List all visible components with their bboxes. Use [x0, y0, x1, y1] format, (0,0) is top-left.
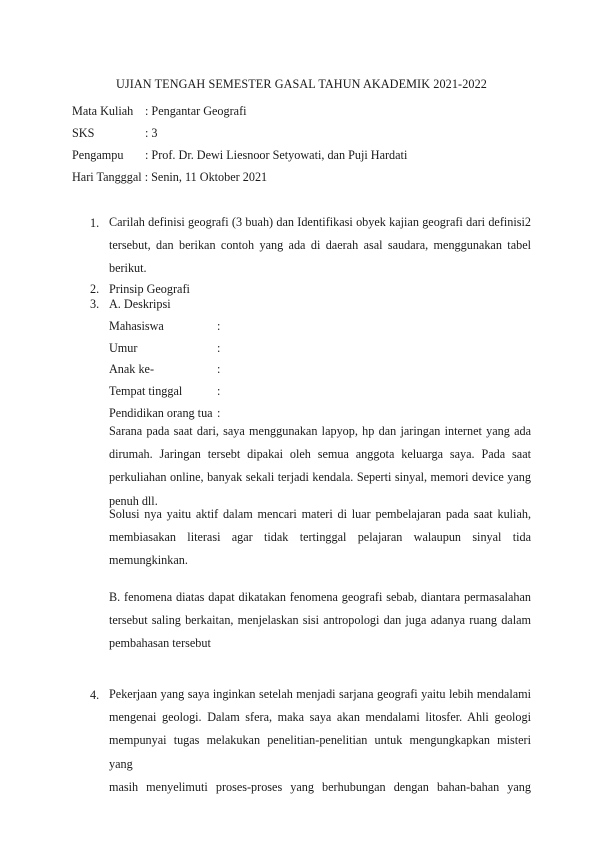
field-row-parent-education: [109, 405, 220, 421]
question-3-part-b: [109, 586, 531, 656]
paragraph-line: B. fenomena diatas dapat dikatakan fenomena geografi sebab, diantara permasalahan: [109, 590, 531, 604]
paragraph-line: Solusi nya yaitu aktif dalam mencari materi di luar pembelajaran pada saat kuliah,: [109, 507, 531, 521]
question-4-line: Pekerjaan yang saya inginkan setelah menjadi sarjana geografi yaitu lebih mendalami: [109, 687, 531, 701]
field-row-residence: [109, 383, 220, 399]
question-1-number: 1.: [90, 216, 100, 230]
paragraph-line: membiasakan literasi agar tidak tertinggal pelajaran walaupun sinyal tida: [109, 530, 531, 545]
paragraph-line: pembahasan tersebut: [109, 636, 211, 651]
meta-row-course: [72, 103, 247, 119]
meta-row-lecturer: [72, 147, 407, 163]
document-title: UJIAN TENGAH SEMESTER GASAL TAHUN AKADEMIK 2021-2022: [116, 77, 487, 91]
meta-value: : 3: [145, 126, 158, 140]
meta-row-sks: [72, 125, 158, 141]
paragraph-line: dirumah. Jaringan tersebt dipakai oleh semua anggota keluarga saya. Pada saat: [109, 447, 531, 462]
question-2-number: 2.: [90, 282, 100, 296]
field-value: :: [217, 406, 221, 420]
meta-label: Mata Kuliah: [72, 104, 134, 118]
question-2-text: Prinsip Geografi: [109, 282, 190, 296]
field-label: Pendidikan orang tua: [109, 406, 213, 420]
field-label: Anak ke-: [109, 362, 155, 376]
question-1-line: tersebut, dan berikan contoh yang ada di daerah asal saudara, menggunakan tabel: [109, 238, 531, 253]
field-label: Mahasiswa: [109, 319, 164, 333]
field-value: :: [217, 362, 221, 376]
meta-value: : Prof. Dr. Dewi Liesnoor Setyowati, dan Puji Hardati: [145, 148, 408, 162]
field-value: :: [217, 384, 221, 398]
field-label: Tempat tinggal: [109, 384, 183, 398]
question-4-line: masih menyelimuti proses-proses yang berhubungan dengan bahan-bahan yang: [109, 779, 531, 794]
meta-label: Pengampu: [72, 148, 124, 162]
question-1-line: berikut.: [109, 261, 147, 276]
field-value: :: [217, 341, 221, 355]
field-value: :: [217, 319, 221, 333]
question-1-text: [109, 211, 531, 281]
question-4-number: 4.: [90, 688, 100, 702]
question-1-line: Carilah definisi geografi (3 buah) dan Identifikasi obyek kajian geografi dari definisi2: [109, 215, 531, 229]
paragraph-line: perkuliahan online, banyak sekali terjadi kendala. Seperti sinyal, memori device yang: [109, 470, 531, 485]
question-4-line: mengenai geologi. Dalam sfera, maka saya akan mendalami litosfer. Ahli geologi: [109, 710, 531, 725]
field-row-age: [109, 340, 220, 356]
paragraph-line: penuh dll.: [109, 493, 158, 508]
paragraph-line: Sarana pada saat dari, saya menggunakan lapyop, hp dan jaringan internet yang ada: [109, 424, 531, 438]
meta-label: SKS: [72, 126, 95, 140]
field-row-student: [109, 318, 220, 334]
meta-row-date: [72, 169, 267, 185]
question-4-text: [109, 683, 531, 799]
paragraph-line: memungkinkan.: [109, 553, 188, 568]
question-4-line: mempunyai tugas melakukan penelitian-penelitian untuk mengungkapkan misteri yang: [109, 733, 531, 771]
question-3-paragraph-1: [109, 420, 531, 513]
meta-value: : Pengantar Geografi: [145, 104, 247, 118]
question-3-number: 3.: [90, 297, 100, 311]
field-label: Umur: [109, 341, 138, 355]
field-row-child-order: [109, 361, 220, 377]
question-3-heading: A. Deskripsi: [109, 297, 171, 311]
paragraph-line: tersebut saling berkaitan, menjelaskan sisi antropologi dan juga adanya ruang dalam: [109, 613, 531, 628]
meta-label: Hari Tangggal: [72, 170, 142, 184]
meta-value: : Senin, 11 Oktober 2021: [144, 170, 268, 184]
question-3-paragraph-2: [109, 503, 531, 573]
